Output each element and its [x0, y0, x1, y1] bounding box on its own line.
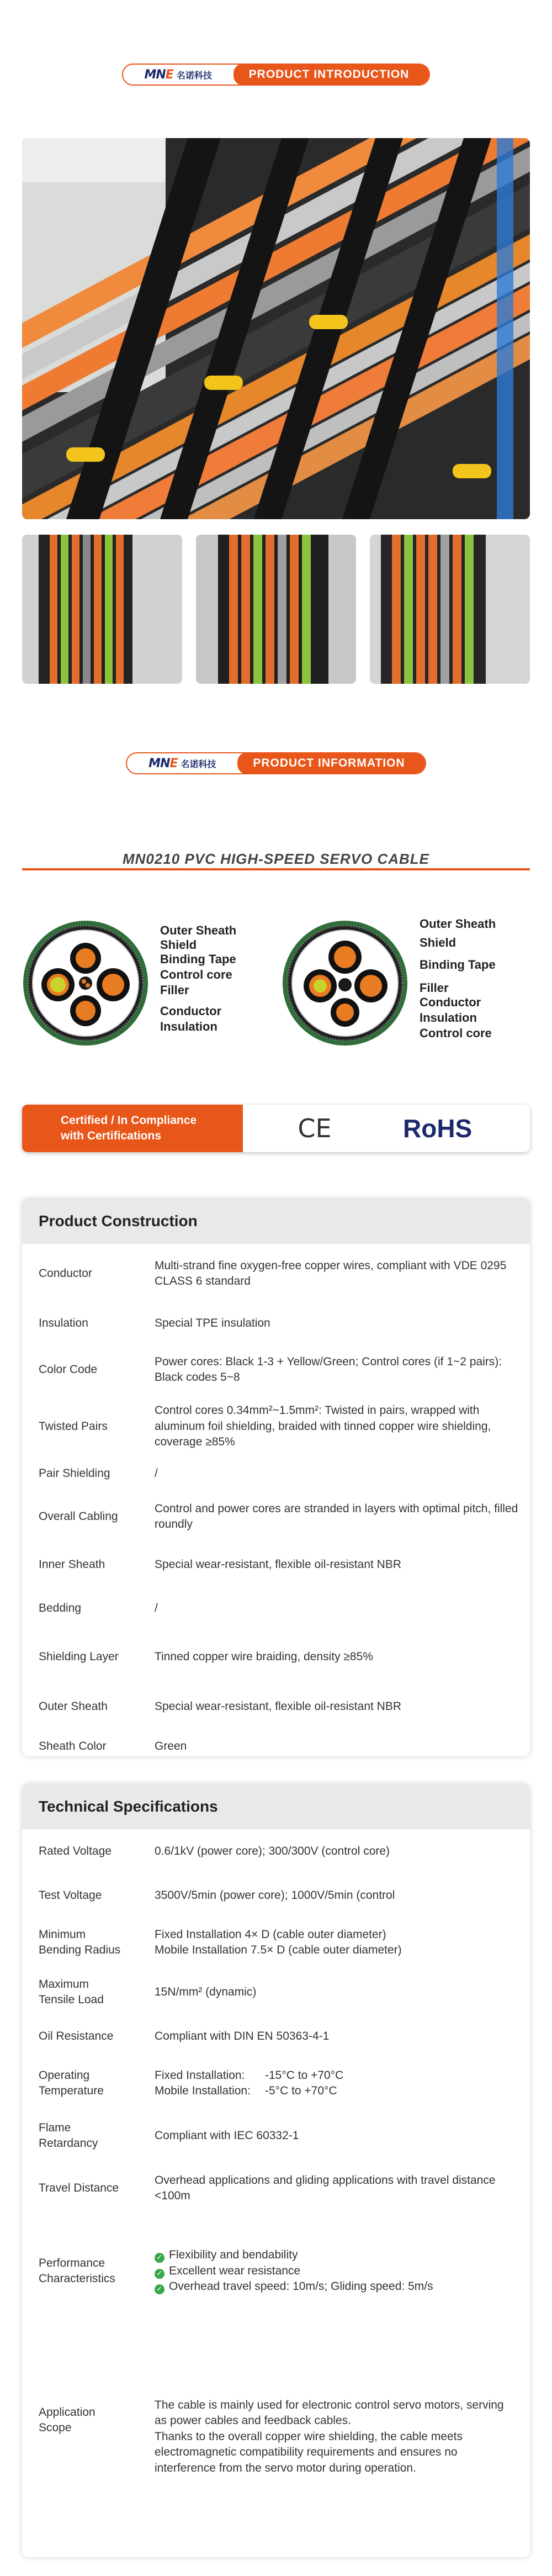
brand-logo	[127, 753, 237, 773]
label-insulation: Insulation	[160, 1020, 217, 1033]
row-value: Special wear-resistant, flexible oil-resistant NBR	[155, 1699, 401, 1713]
thumbnail-illustration	[22, 535, 182, 684]
table-row	[22, 1873, 530, 1918]
table-row	[22, 1490, 530, 1543]
row-value: Multi-strand fine oxygen-free copper wires, compliant with VDE 0295 CLASS 6 standard	[155, 1259, 507, 1287]
row-key	[22, 1927, 155, 1959]
temp-fixed-range: -15°C to +70°C	[265, 2068, 344, 2082]
label-control-core: Control core	[160, 968, 232, 981]
table-heading: Technical Specifications	[22, 1784, 530, 1829]
row-key: Twisted Pairs	[39, 1419, 108, 1433]
row-key-line: Characteristics	[39, 2272, 115, 2285]
row-value: 0.6/1kV (power core); 300/300V (control core)	[155, 1844, 390, 1857]
table-row	[22, 2216, 530, 2326]
row-key: Overall Cabling	[39, 1509, 118, 1523]
certification-bar	[22, 1105, 530, 1152]
table-row	[22, 1457, 530, 1490]
row-key: Pair Shielding	[39, 1466, 110, 1480]
label-binding-tape: Binding Tape	[420, 958, 496, 972]
row-key	[22, 2120, 155, 2152]
row-key-line: Scope	[39, 2421, 72, 2434]
row-value	[155, 1927, 530, 1959]
table-row	[22, 1396, 530, 1457]
check-icon: ✓	[155, 2284, 164, 2294]
row-key: Inner Sheath	[39, 1558, 105, 1571]
table-row	[22, 1343, 530, 1396]
row-key-line: Application	[39, 2405, 95, 2419]
cable-chain-illustration	[22, 138, 530, 519]
ce-mark: CE	[298, 1113, 332, 1143]
product-information-header	[0, 749, 552, 777]
row-key: Shielding Layer	[39, 1650, 119, 1663]
row-key-line: Temperature	[39, 2084, 104, 2097]
row-key	[22, 2256, 155, 2287]
logo-mark-b: E	[165, 67, 173, 82]
table-row	[22, 1967, 530, 2017]
temp-mobile-label: Mobile Installation:	[155, 2084, 251, 2097]
label-filler: Filler	[160, 983, 189, 997]
label-conductor: Conductor	[160, 1004, 222, 1018]
row-value: Compliant with IEC 60332-1	[155, 2129, 299, 2142]
table-row	[22, 1303, 530, 1343]
row-value: Tinned copper wire braiding, density ≥85%	[155, 1650, 373, 1663]
row-key: Rated Voltage	[39, 1844, 112, 1857]
table-row	[22, 2056, 530, 2111]
label-outer-sheath: Outer Sheath	[420, 917, 496, 931]
row-key: Test Voltage	[39, 1888, 102, 1902]
row-value: 3500V/5min (power core); 1000V/5min (control	[155, 1888, 395, 1902]
row-value: /	[155, 1466, 158, 1480]
certification-label-line2: with Certifications	[61, 1129, 162, 1142]
label-control-core: Control core	[420, 1026, 492, 1040]
logo-mark-b: E	[169, 756, 178, 770]
table-row	[22, 2017, 530, 2056]
table-row	[22, 2111, 530, 2161]
brand-logo	[123, 65, 233, 85]
thumbnail-illustration	[370, 535, 530, 684]
title-underline	[22, 868, 530, 870]
application-paragraph: The cable is mainly used for electronic control servo motors, serving as power cables and feedback cables.	[155, 2399, 504, 2427]
performance-item: Excellent wear resistance	[169, 2264, 301, 2277]
row-value: Special wear-resistant, flexible oil-resistant NBR	[155, 1558, 401, 1571]
row-value	[155, 2364, 530, 2476]
section-pill	[122, 64, 431, 86]
row-value: Compliant with DIN EN 50363-4-1	[155, 2029, 330, 2042]
row-value	[155, 2247, 530, 2294]
table-row	[22, 1543, 530, 1586]
row-key-line: Bending Radius	[39, 1944, 121, 1956]
cable-cross-section-right	[282, 920, 408, 1047]
performance-item: Overhead travel speed: 10m/s; Gliding speed: 5m/s	[169, 2280, 433, 2293]
section-title: PRODUCT INTRODUCTION	[233, 64, 429, 86]
table-row	[22, 1683, 530, 1730]
table-heading: Product Construction	[22, 1199, 530, 1244]
row-value-line: Fixed Installation 4× D (cable outer diameter)	[155, 1928, 386, 1941]
row-value: Special TPE insulation	[155, 1316, 270, 1329]
row-value	[155, 2068, 530, 2099]
row-value: Control cores 0.34mm²~1.5mm²: Twisted in pairs, wrapped with aluminum foil shielding, braided with tinned copper wire shielding, coverage ≥85%	[155, 1404, 491, 1449]
row-key-line: Performance	[39, 2256, 105, 2269]
label-shield: Shield	[420, 936, 457, 949]
certification-label	[22, 1105, 243, 1152]
row-key-line: Tensile Load	[39, 1993, 104, 2006]
row-key-line: Operating	[39, 2068, 90, 2082]
label-conductor: Conductor	[420, 995, 481, 1009]
row-key: Travel Distance	[39, 2181, 119, 2194]
table-row	[22, 1244, 530, 1303]
logo-mark-a: MN	[148, 756, 170, 770]
label-filler: Filler	[420, 981, 449, 995]
rohs-mark: RoHS	[403, 1114, 473, 1143]
cable-cross-section-left	[22, 920, 149, 1047]
thumbnail-illustration	[196, 535, 356, 684]
row-value: /	[155, 1601, 158, 1614]
thumbnail-photo-1	[22, 535, 182, 684]
thumbnail-photo-2	[196, 535, 356, 684]
table-row	[22, 2326, 530, 2514]
row-key	[22, 1977, 155, 2008]
temp-mobile-range: -5°C to +70°C	[265, 2084, 337, 2097]
table-row	[22, 1829, 530, 1873]
table-row	[22, 1586, 530, 1630]
label-insulation: Insulation	[420, 1011, 477, 1025]
check-icon: ✓	[155, 2253, 164, 2263]
row-value: Control and power cores are stranded in layers with optimal pitch, filled roundly	[155, 1502, 518, 1530]
row-key: Insulation	[39, 1316, 88, 1329]
row-key: Outer Sheath	[39, 1699, 108, 1713]
row-key-line: Maximum	[39, 1977, 89, 1991]
row-key-line: Flame	[39, 2121, 71, 2134]
row-key: Sheath Color	[39, 1739, 107, 1752]
table-row	[22, 1630, 530, 1683]
row-value: 15N/mm² (dynamic)	[155, 1985, 257, 1998]
row-key: Color Code	[39, 1363, 98, 1376]
row-key-line: Minimum	[39, 1928, 86, 1941]
row-key	[22, 2068, 155, 2099]
label-shield: Shield	[160, 938, 197, 952]
check-icon: ✓	[155, 2269, 164, 2279]
thumbnail-photo-3	[370, 535, 530, 684]
label-outer-sheath: Outer Sheath	[160, 923, 237, 937]
logo-chinese-name: 名诺科技	[176, 70, 212, 81]
table-row	[22, 1918, 530, 1967]
row-value-line: Mobile Installation 7.5× D (cable outer diameter)	[155, 1944, 402, 1956]
cable-cross-section-icon	[22, 920, 149, 1047]
table-row	[22, 2161, 530, 2216]
product-title: MN0210 PVC HIGH-SPEED SERVO CABLE	[122, 851, 429, 867]
section-title: PRODUCT INFORMATION	[237, 752, 424, 774]
performance-item: Flexibility and bendability	[169, 2248, 298, 2262]
main-cable-chain-photo	[22, 138, 530, 519]
row-key	[22, 2405, 155, 2436]
row-key-line: Retardancy	[39, 2137, 98, 2150]
table-row	[22, 1730, 530, 1756]
product-introduction-header	[0, 61, 552, 88]
section-pill	[126, 752, 426, 774]
temp-fixed-label: Fixed Installation:	[155, 2068, 245, 2082]
application-paragraph: Thanks to the overall copper wire shielding, the cable meets electromagnetic compatibility requirements and ensures no interference from the servo motor during operation.	[155, 2430, 463, 2474]
logo-mark-a: MN	[144, 67, 166, 82]
certification-label-line1: Certified / In Compliance	[61, 1113, 197, 1127]
technical-specifications-table	[22, 1784, 530, 2557]
product-title-block	[22, 851, 530, 873]
product-construction-table	[22, 1199, 530, 1756]
label-binding-tape: Binding Tape	[160, 952, 236, 966]
row-value: Green	[155, 1739, 187, 1752]
logo-chinese-name: 名诺科技	[181, 758, 216, 769]
row-key: Oil Resistance	[39, 2029, 114, 2042]
row-value: Overhead applications and gliding applications with travel distance <100m	[155, 2173, 496, 2202]
row-value: Power cores: Black 1-3 + Yellow/Green; Control cores (if 1~2 pairs): Black codes 5~8	[155, 1355, 502, 1384]
row-key: Conductor	[39, 1266, 92, 1280]
cable-cross-section-icon	[282, 920, 408, 1047]
row-key: Bedding	[39, 1601, 82, 1614]
